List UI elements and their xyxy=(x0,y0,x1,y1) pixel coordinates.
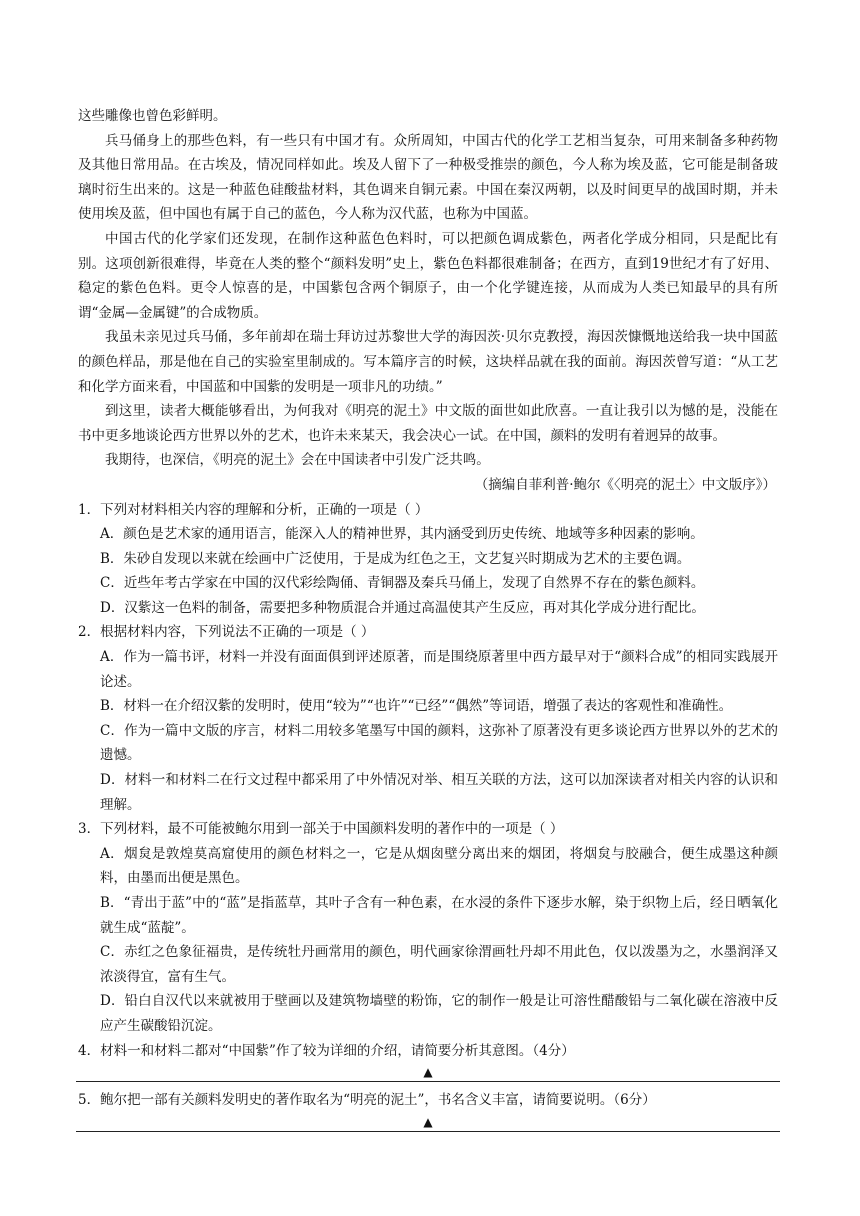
passage-paragraph: 到这里，读者大概能够看出，为何我对《明亮的泥土》中文版的面世如此欣喜。一直让我引以为憾的是，没能在书中更多地谈论西方世界以外的艺术，也许未来某天，我会决心一试。在中国，颜料的发明有着迥异的故事。 xyxy=(78,403,778,444)
option-c: C．近些年考古学家在中国的汉代彩绘陶俑、青铜器及秦兵马俑上，发现了自然界不存在的紫色颜料。 xyxy=(100,575,705,592)
answer-line[interactable] xyxy=(76,1063,780,1082)
question-stem: 4．材料一和材料二都对“中国紫”作了较为详细的介绍，请简要分析其意图。（4分） xyxy=(78,1042,575,1059)
passage-paragraph: 我虽未亲见过兵马俑，多年前却在瑞士拜访过苏黎世大学的海因茨·贝尔克教授，海因茨慷慨地送给我一块中国蓝的颜色样品，那是他在自己的实验室里制成的。写本篇序言的时候，这块样品就在我的面前。海因茨曾写道：“从工艺和化学方面来看，中国蓝和中国紫的发明是一项非凡的功绩。” xyxy=(78,329,778,395)
option-a: A．作为一篇书评，材料一并没有面面俱到评述原著，而是围绕原著里中西方最早对于“颜料合成”的相同实践展开论述。 xyxy=(100,649,778,690)
question-2 xyxy=(78,620,778,817)
option-d: D．材料一和材料二在行文过程中都采用了中外情况对举、相互关联的方法，这可以加深读者对相关内容的认识和理解。 xyxy=(100,772,778,813)
option-d: D．汉紫这一色料的制备，需要把多种物质混合并通过高温使其产生反应，再对其化学成分进行配比。 xyxy=(100,599,705,616)
passage-source: （摘编自菲利普·鲍尔《〈明亮的泥土〉中文版序》） xyxy=(474,476,776,493)
passage-paragraph: 我期待，也深信，《明亮的泥土》会在中国读者中引发广泛共鸣。 xyxy=(105,452,490,469)
question-stem: 2．根据材料内容，下列说法不正确的一项是（ ） xyxy=(78,624,375,641)
option-c: C．作为一篇中文版的序言，材料二用较多笔墨写中国的颜料，这弥补了原著没有更多谈论西方世界以外的艺术的遗憾。 xyxy=(100,722,778,764)
option-c: C．赤红之色象征福贵，是传统牡丹画常用的颜色，明代画家徐渭画牡丹却不用此色，仅以泼墨为之，水墨润泽又浓淡得宜，富有生气。 xyxy=(100,944,778,985)
question-stem: 3．下列材料，最不可能被鲍尔用到一部关于中国颜料发明的著作中的一项是（ ） xyxy=(78,821,564,838)
question-1 xyxy=(78,498,778,621)
answer-line[interactable] xyxy=(76,1113,780,1132)
exam-page xyxy=(78,104,778,1138)
question-stem: 1．下列对材料相关内容的理解和分析，正确的一项是（ ） xyxy=(78,501,429,518)
passage-paragraph: 中国古代的化学家们还发现，在制作这种蓝色色料时，可以把颜色调成紫色，两者化学成分相同，只是配比有别。这项创新很难得，毕竟在人类的整个“颜料发明”史上，紫色色料都很难制备；在西方，直到19世纪才有了好用、稳定的紫色色料。更令人惊喜的是，中国紫包含两个铜原子，由一个化学键连接，从而成为人类已知最早的具有所谓“金属—金属键”的合成物质。 xyxy=(78,230,778,321)
option-b: B．朱砂自发现以来就在绘画中广泛使用，于是成为红色之王，文艺复兴时期成为艺术的主要色调。 xyxy=(100,550,691,567)
passage-paragraph: 这些雕像也曾色彩鲜明。 xyxy=(78,108,227,124)
option-d: D．铅白自汉代以来就被用于壁画以及建筑物墙壁的粉饰，它的制作一般是让可溶性醋酸铅与二氧化碳在溶液中反应产生碳酸铅沉淀。 xyxy=(100,993,778,1034)
question-3 xyxy=(78,817,778,1038)
answer-marker-icon: ▲ xyxy=(423,1114,433,1129)
answer-marker-icon: ▲ xyxy=(423,1065,433,1080)
question-stem: 5．鲍尔把一部有关颜料发明史的著作取名为“明亮的泥土”，书名含义丰富，请简要说明。（6分） xyxy=(78,1092,656,1109)
passage-paragraph: 兵马俑身上的那些色料，有一些只有中国才有。众所周知，中国古代的化学工艺相当复杂，可用来制备多种药物及其他日常用品。在古埃及，情况同样如此。埃及人留下了一种极受推崇的颜色，今人称为埃及蓝，它可能是制备玻璃时衍生出来的。这是一种蓝色硅酸盐材料，其色调来自铜元素。中国在秦汉两朝，以及时间更早的战国时期，并未使用埃及蓝，但中国也有属于自己的蓝色，今人称为汉代蓝，也称为中国蓝。 xyxy=(78,132,778,223)
question-5 xyxy=(78,1088,778,1132)
option-a: A．烟炱是敦煌莫高窟使用的颜色材料之一，它是从烟囱壁分离出来的烟团，将烟炱与胶融合，便生成墨这种颜料，由墨而出便是黑色。 xyxy=(100,845,778,887)
option-b: B．材料一在介绍汉紫的发明时，使用“较为”“也许”“已经”“偶然”等词语，增强了表达的客观性和准确性。 xyxy=(100,698,733,715)
option-b: B．“青出于蓝”中的“蓝”是指蓝草，其叶子含有一种色素，在水浸的条件下逐步水解，染于织物上后，经日晒氧化就生成“蓝靛”。 xyxy=(100,895,778,936)
question-4 xyxy=(78,1039,778,1083)
option-a: A．颜色是艺术家的通用语言，能深入人的精神世界，其内涵受到历史传统、地域等多种因素的影响。 xyxy=(100,526,704,543)
